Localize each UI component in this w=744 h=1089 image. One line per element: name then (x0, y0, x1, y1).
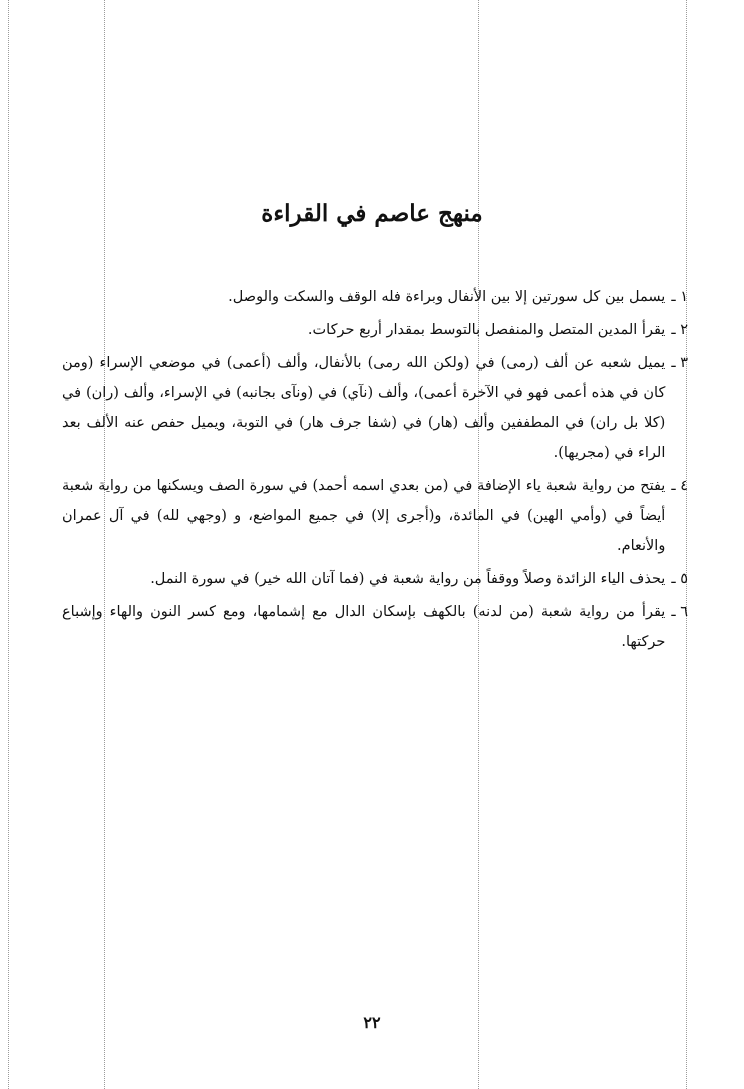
rule-item-4 (62, 471, 688, 561)
rule-number: ٢ ـ (671, 322, 688, 338)
rules-list (62, 282, 688, 660)
page-title: منهج عاصم في القراءة (261, 200, 483, 227)
rule-number: ٥ ـ (671, 571, 688, 587)
rule-item-3 (62, 348, 688, 468)
rule-text: يميل شعبه عن ألف (رمى) في (ولكن الله رمى) بالأنفال، وألف (أعمى) في موضعي الإسراء (ومن كان في هذه أعمى فهو في الآخرة أعمى)، وألف (نآي) في (ونآى بجانبه) في الإسراء، وألف (ران) في (كلا بل ران) في المطففين وألف (هار) في (شفا جرف هار) في التوبة، ويميل حفص عنه الألف بعد الراء في (مجريها). (62, 355, 666, 461)
page-number: ٢٢ (363, 1013, 381, 1032)
rule-item-2 (62, 315, 688, 345)
rule-text: يقرأ من رواية شعبة (من لدنه) بالكهف بإسكان الدال مع إشمامها، ومع كسر النون والهاء وإشباع حركتها. (62, 604, 666, 650)
rule-text: يسمل بين كل سورتين إلا بين الأنفال وبراءة فله الوقف والسكت والوصل. (228, 289, 666, 305)
rule-item-5 (62, 564, 688, 594)
rule-item-1 (62, 282, 688, 312)
rule-number: ٤ ـ (671, 478, 688, 494)
rule-number: ٣ ـ (671, 355, 688, 371)
rule-text: يقرأ المدين المتصل والمنفصل بالتوسط بمقدار أربع حركات. (307, 322, 666, 338)
rule-number: ٦ ـ (671, 604, 688, 620)
rule-item-6 (62, 597, 688, 657)
rule-number: ١ ـ (671, 289, 688, 305)
rule-text: يحذف الياء الزائدة وصلاً ووقفاً من رواية شعبة في (فما آتان الله خير) في سورة النمل. (150, 571, 666, 587)
rule-text: يفتح من رواية شعبة ياء الإضافة في (من بعدي اسمه أحمد) في سورة الصف ويسكنها من رواية شعبة أيضاً في (وأمي الهين) في المائدة، و(أجرى إلا) في جميع المواضع، و (وجهي لله) في آل عمران والأنعام. (62, 478, 666, 554)
scan-artifact-line-left (8, 0, 9, 1089)
